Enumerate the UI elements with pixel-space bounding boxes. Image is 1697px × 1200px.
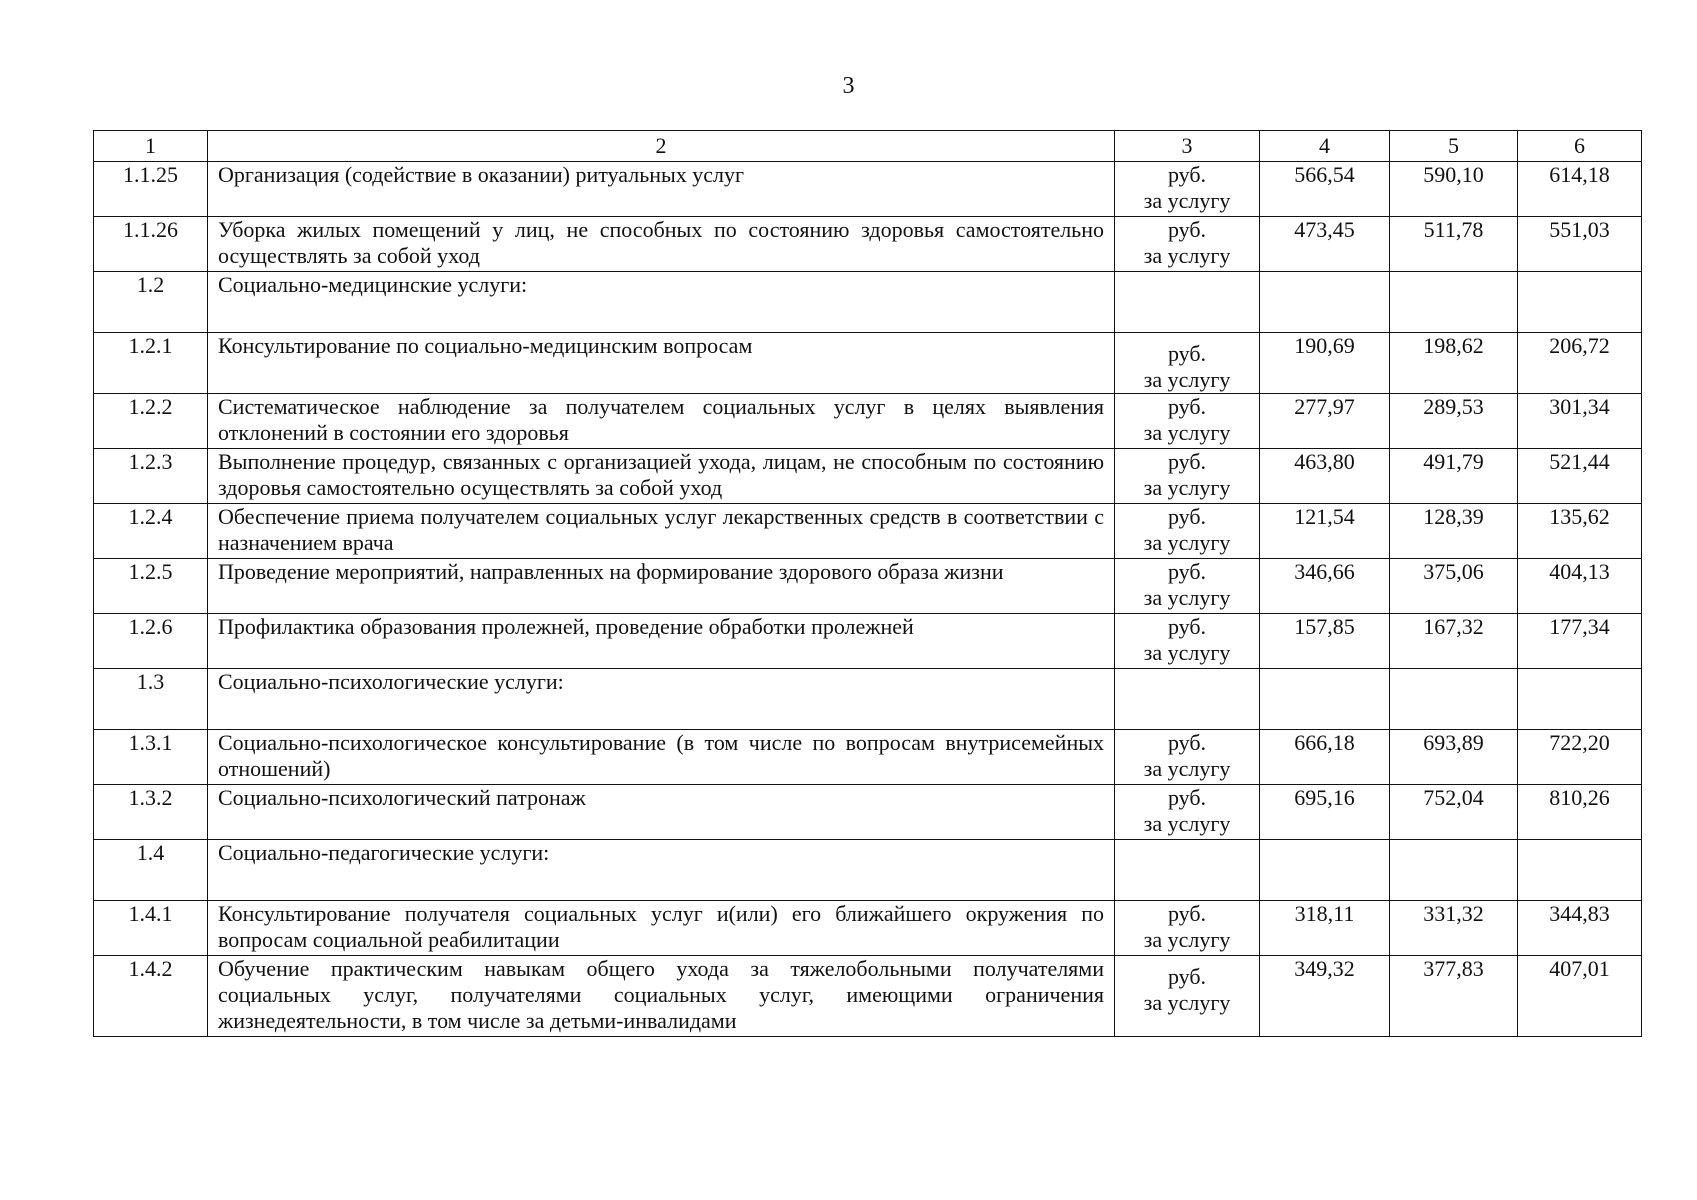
price-col-6: 206,72 xyxy=(1518,333,1642,394)
header-cell: 5 xyxy=(1390,131,1518,162)
service-name: Уборка жилых помещений у лиц, не способных по состоянию здоровья самостоятельно осуществлять за собой уход xyxy=(208,217,1115,272)
price-col-6: 135,62 xyxy=(1518,504,1642,559)
unit-cell xyxy=(1115,504,1260,559)
service-name: Консультирование по социально-медицинским вопросам xyxy=(208,333,1115,394)
header-cell: 4 xyxy=(1260,131,1390,162)
table-row xyxy=(94,559,1642,614)
row-number: 1.3.1 xyxy=(94,730,208,785)
page-number: 3 xyxy=(842,73,855,99)
unit-cell xyxy=(1115,956,1260,1037)
section-title: Социально-психологические услуги: xyxy=(208,669,1115,730)
row-number: 1.4.1 xyxy=(94,901,208,956)
price-col-4: 473,45 xyxy=(1260,217,1390,272)
service-name: Проведение мероприятий, направленных на формирование здорового образа жизни xyxy=(208,559,1115,614)
unit-cell xyxy=(1115,785,1260,840)
unit-cell xyxy=(1115,394,1260,449)
row-number: 1.2.3 xyxy=(94,449,208,504)
price-col-6: 551,03 xyxy=(1518,217,1642,272)
unit-per-service: за услугу xyxy=(1143,475,1231,500)
price-col-4: 190,69 xyxy=(1260,333,1390,394)
header-cell: 2 xyxy=(208,131,1115,162)
service-name: Обеспечение приема получателем социальных услуг лекарственных средств в соответствии с назначением врача xyxy=(208,504,1115,559)
price-col-4: 157,85 xyxy=(1260,614,1390,669)
tariff-table xyxy=(93,130,1642,1037)
price-col-5: 693,89 xyxy=(1390,730,1518,785)
section-title: Социально-медицинские услуги: xyxy=(208,272,1115,333)
table-row xyxy=(94,394,1642,449)
row-number: 1.1.26 xyxy=(94,217,208,272)
row-number: 1.2.5 xyxy=(94,559,208,614)
unit-currency: руб. xyxy=(1167,614,1207,639)
price-col-4: 463,80 xyxy=(1260,449,1390,504)
service-name: Профилактика образования пролежней, проведение обработки пролежней xyxy=(208,614,1115,669)
row-number: 1.4.2 xyxy=(94,956,208,1037)
unit-per-service: за услугу xyxy=(1143,811,1231,836)
header-cell: 1 xyxy=(94,131,208,162)
unit-per-service: за услугу xyxy=(1143,990,1231,1015)
price-col-6: 404,13 xyxy=(1518,559,1642,614)
empty-cell xyxy=(1390,840,1518,901)
price-col-5: 590,10 xyxy=(1390,162,1518,217)
service-name: Консультирование получателя социальных услуг и(или) его ближайшего окружения по вопросам социальной реабилитации xyxy=(208,901,1115,956)
unit-cell xyxy=(1115,730,1260,785)
service-name: Социально-психологическое консультирование (в том числе по вопросам внутрисемейных отношений) xyxy=(208,730,1115,785)
empty-cell xyxy=(1260,669,1390,730)
section-row xyxy=(94,272,1642,333)
unit-per-service: за услугу xyxy=(1143,927,1231,952)
unit-currency: руб. xyxy=(1167,394,1207,419)
section-number: 1.2 xyxy=(94,272,208,333)
table-row xyxy=(94,901,1642,956)
header-cell: 6 xyxy=(1518,131,1642,162)
row-number: 1.2.1 xyxy=(94,333,208,394)
price-col-5: 167,32 xyxy=(1390,614,1518,669)
empty-cell xyxy=(1260,272,1390,333)
table-row xyxy=(94,333,1642,394)
price-col-4: 695,16 xyxy=(1260,785,1390,840)
empty-cell xyxy=(1115,272,1260,333)
unit-currency: руб. xyxy=(1167,730,1207,755)
price-col-4: 566,54 xyxy=(1260,162,1390,217)
unit-per-service: за услугу xyxy=(1143,188,1231,213)
price-col-4: 349,32 xyxy=(1260,956,1390,1037)
unit-currency: руб. xyxy=(1167,785,1207,810)
service-name: Социально-психологический патронаж xyxy=(208,785,1115,840)
price-col-6: 301,34 xyxy=(1518,394,1642,449)
unit-currency: руб. xyxy=(1167,504,1207,529)
service-name: Обучение практическим навыкам общего ухода за тяжелобольными получателями социальных услуг, получателями социальных услуг, имеющими ограничения жизнедеятельности, в том числе за детьми-инвалидами xyxy=(208,956,1115,1037)
price-col-5: 289,53 xyxy=(1390,394,1518,449)
row-number: 1.3.2 xyxy=(94,785,208,840)
service-name: Выполнение процедур, связанных с организацией ухода, лицам, не способным по состоянию здоровья самостоятельно осуществлять за собой уход xyxy=(208,449,1115,504)
price-col-6: 407,01 xyxy=(1518,956,1642,1037)
price-col-4: 318,11 xyxy=(1260,901,1390,956)
price-col-6: 521,44 xyxy=(1518,449,1642,504)
price-col-4: 121,54 xyxy=(1260,504,1390,559)
table-row xyxy=(94,614,1642,669)
unit-cell xyxy=(1115,559,1260,614)
price-col-4: 346,66 xyxy=(1260,559,1390,614)
table-row xyxy=(94,956,1642,1037)
unit-currency: руб. xyxy=(1167,901,1207,926)
price-col-5: 511,78 xyxy=(1390,217,1518,272)
price-col-5: 198,62 xyxy=(1390,333,1518,394)
table-row xyxy=(94,449,1642,504)
unit-per-service: за услугу xyxy=(1143,756,1231,781)
table-row xyxy=(94,785,1642,840)
unit-cell xyxy=(1115,901,1260,956)
unit-cell xyxy=(1115,614,1260,669)
section-title: Социально-педагогические услуги: xyxy=(208,840,1115,901)
price-col-5: 128,39 xyxy=(1390,504,1518,559)
unit-currency: руб. xyxy=(1167,162,1207,187)
unit-per-service: за услугу xyxy=(1143,367,1231,392)
table-row xyxy=(94,504,1642,559)
empty-cell xyxy=(1260,840,1390,901)
unit-per-service: за услугу xyxy=(1143,420,1231,445)
unit-per-service: за услугу xyxy=(1143,640,1231,665)
section-row xyxy=(94,840,1642,901)
unit-currency: руб. xyxy=(1167,559,1207,584)
row-number: 1.2.4 xyxy=(94,504,208,559)
price-col-4: 666,18 xyxy=(1260,730,1390,785)
unit-per-service: за услугу xyxy=(1143,530,1231,555)
unit-cell xyxy=(1115,162,1260,217)
unit-currency: руб. xyxy=(1167,341,1207,366)
unit-cell xyxy=(1115,449,1260,504)
unit-per-service: за услугу xyxy=(1143,243,1231,268)
section-number: 1.4 xyxy=(94,840,208,901)
table-row xyxy=(94,162,1642,217)
unit-cell xyxy=(1115,333,1260,394)
price-col-6: 614,18 xyxy=(1518,162,1642,217)
price-col-6: 722,20 xyxy=(1518,730,1642,785)
empty-cell xyxy=(1390,669,1518,730)
unit-currency: руб. xyxy=(1167,449,1207,474)
price-col-5: 752,04 xyxy=(1390,785,1518,840)
service-name: Систематическое наблюдение за получателем социальных услуг в целях выявления отклонений в состоянии его здоровья xyxy=(208,394,1115,449)
header-row xyxy=(94,131,1642,162)
table-row xyxy=(94,217,1642,272)
price-col-6: 177,34 xyxy=(1518,614,1642,669)
price-col-5: 331,32 xyxy=(1390,901,1518,956)
unit-currency: руб. xyxy=(1167,964,1207,989)
service-name: Организация (содействие в оказании) ритуальных услуг xyxy=(208,162,1115,217)
row-number: 1.1.25 xyxy=(94,162,208,217)
price-col-5: 377,83 xyxy=(1390,956,1518,1037)
unit-currency: руб. xyxy=(1167,217,1207,242)
header-cell: 3 xyxy=(1115,131,1260,162)
unit-per-service: за услугу xyxy=(1143,585,1231,610)
row-number: 1.2.6 xyxy=(94,614,208,669)
row-number: 1.2.2 xyxy=(94,394,208,449)
section-number: 1.3 xyxy=(94,669,208,730)
empty-cell xyxy=(1115,669,1260,730)
empty-cell xyxy=(1390,272,1518,333)
unit-cell xyxy=(1115,217,1260,272)
price-col-5: 375,06 xyxy=(1390,559,1518,614)
price-col-6: 344,83 xyxy=(1518,901,1642,956)
section-row xyxy=(94,669,1642,730)
price-col-6: 810,26 xyxy=(1518,785,1642,840)
empty-cell xyxy=(1518,840,1642,901)
empty-cell xyxy=(1518,272,1642,333)
price-col-5: 491,79 xyxy=(1390,449,1518,504)
price-col-4: 277,97 xyxy=(1260,394,1390,449)
empty-cell xyxy=(1518,669,1642,730)
empty-cell xyxy=(1115,840,1260,901)
table-row xyxy=(94,730,1642,785)
